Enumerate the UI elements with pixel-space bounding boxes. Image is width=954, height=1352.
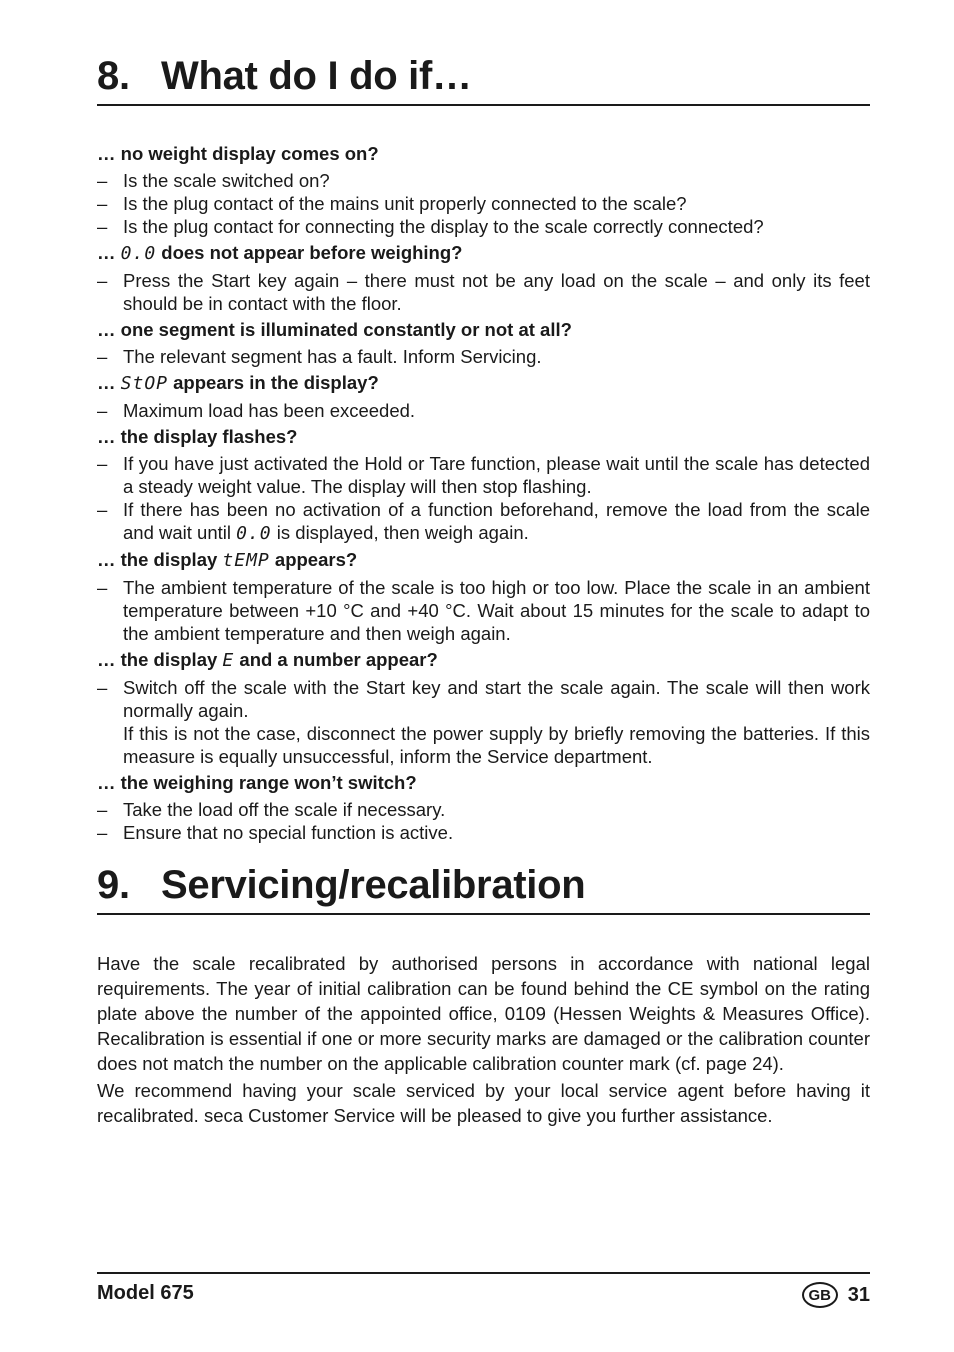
faq-item <box>97 548 870 645</box>
faq-question: … one segment is illuminated constantly or not at all? <box>97 319 572 340</box>
faq-question: … the display tEMP appears? <box>97 549 358 571</box>
faq-question: … StOP appears in the display? <box>97 372 379 394</box>
paragraph: We recommend having your scale serviced by your local service agent before having it recalibrated. seca Customer Service will be pleased to give you further assistance. <box>97 1080 870 1126</box>
section-9-heading <box>97 861 870 915</box>
faq-list <box>97 142 870 847</box>
faq-item <box>97 371 870 422</box>
faq-answer: – If there has been no activation of a function beforehand, remove the load from the scale and wait until 0.0 is displayed, then weigh again. <box>97 499 870 544</box>
faq-question: … the display E and a number appear? <box>97 649 438 671</box>
faq-item <box>97 318 870 368</box>
page-footer <box>97 1272 870 1305</box>
faq-answer: – Is the scale switched on? <box>97 170 330 191</box>
section-title: Servicing/recalibration <box>161 863 586 907</box>
section-title: What do I do if… <box>161 54 472 98</box>
faq-item <box>97 425 870 545</box>
faq-question: … no weight display comes on? <box>97 143 379 164</box>
faq-question: … the weighing range won’t switch? <box>97 772 417 793</box>
paragraph: Have the scale recalibrated by authorised persons in accordance with national legal requirements. The year of initial calibration can be found behind the CE symbol on the rating plate above the number of the appointed office, 0109 (Hessen Weights & Measures Office). Recalibration is essential if one or more security marks are damaged or the calibration counter does not match the number on the applicable calibration counter mark (cf. page 24). <box>97 953 870 1074</box>
section-number: 9. <box>97 863 130 907</box>
faq-answer: – Maximum load has been exceeded. <box>97 400 416 421</box>
faq-item <box>97 142 870 238</box>
segment-display-text: 0.0 <box>120 243 157 264</box>
faq-item <box>97 771 870 844</box>
faq-answer: – The ambient temperature of the scale is too high or too low. Place the scale in an ambient temperature between +10 °C and +40 °C. Wait about 15 minutes for the scale to adapt to the ambient temperature and then weigh again. <box>97 577 870 644</box>
faq-answer: – If you have just activated the Hold or Tare function, please wait until the scale has detected a steady weight value. The display will then stop flashing. <box>97 453 870 497</box>
faq-answer: – The relevant segment has a fault. Inform Servicing. <box>97 346 542 367</box>
section-8-heading <box>97 52 870 106</box>
faq-answer: – Is the plug contact for connecting the display to the scale correctly connected? <box>97 216 764 237</box>
faq-question: … 0.0 does not appear before weighing? <box>97 242 463 264</box>
faq-answer: – Take the load off the scale if necessary. <box>97 799 446 820</box>
faq-item <box>97 648 870 768</box>
section-9-body <box>97 951 870 1130</box>
page-number: 31 <box>847 1283 870 1306</box>
faq-answer: – Press the Start key again – there must not be any load on the scale – and only its feet should be in contact with the floor. <box>97 270 870 314</box>
language-badge: GB <box>802 1282 838 1308</box>
faq-answer: – Ensure that no special function is active. <box>97 822 454 843</box>
section-number: 8. <box>97 54 130 98</box>
faq-question: … the display flashes? <box>97 426 298 447</box>
faq-item <box>97 241 870 315</box>
segment-display-text: E <box>222 650 235 671</box>
faq-answer-continuation: If this is not the case, disconnect the power supply by briefly removing the batteries. If this measure is equally unsuccessful, inform the Service department. <box>123 723 870 767</box>
faq-answer: – Switch off the scale with the Start key and start the scale again. The scale will then work normally again. <box>97 677 870 721</box>
segment-display-text: tEMP <box>222 550 270 571</box>
model-label: Model 675 <box>97 1282 194 1304</box>
segment-display-text: 0.0 <box>236 523 272 544</box>
segment-display-text: StOP <box>120 373 168 394</box>
faq-answer: – Is the plug contact of the mains unit properly connected to the scale? <box>97 193 687 214</box>
